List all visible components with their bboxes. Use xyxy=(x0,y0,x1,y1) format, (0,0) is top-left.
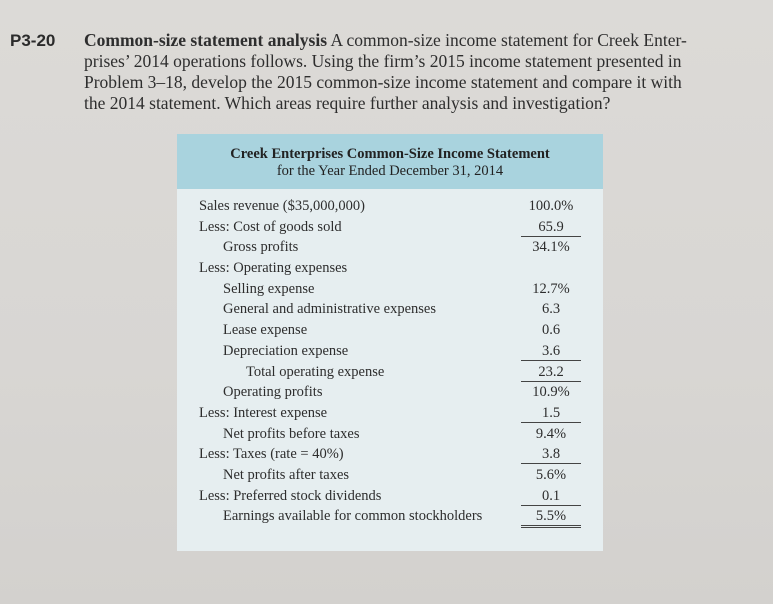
problem-line-4: the 2014 statement. Which areas require further analysis and investigation? xyxy=(84,93,611,113)
row-value: 34.1% xyxy=(532,239,570,256)
row-label: Depreciation expense xyxy=(223,342,349,359)
row-value: 0.6 xyxy=(541,322,561,339)
table-row xyxy=(177,237,603,258)
table-row xyxy=(177,382,603,403)
table-row xyxy=(177,444,603,465)
problem-line-3: Problem 3–18, develop the 2015 common-size income statement and compare it with xyxy=(84,72,682,92)
table-row xyxy=(177,341,603,362)
row-value: 6.3 xyxy=(541,301,561,318)
row-label: Less: Operating expenses xyxy=(199,260,348,277)
problem-line-2: prises’ 2014 operations follows. Using the firm’s 2015 income statement presented in xyxy=(84,51,682,71)
statement-header xyxy=(177,134,603,189)
row-value: 5.6% xyxy=(535,466,567,483)
row-value: 100.0% xyxy=(528,198,574,214)
problem-text xyxy=(84,30,754,114)
table-row xyxy=(177,424,603,445)
row-label: General and administrative expenses xyxy=(223,301,436,318)
row-label: Less: Taxes (rate = 40%) xyxy=(199,446,344,463)
problem-number: P3-20 xyxy=(10,31,56,50)
row-label: Lease expense xyxy=(223,322,308,339)
table-row xyxy=(177,299,603,320)
table-row xyxy=(177,217,603,238)
table-row xyxy=(177,506,603,527)
statement-subtitle: for the Year Ended December 31, 2014 xyxy=(276,163,504,179)
table-row xyxy=(177,465,603,486)
row-value: 1.5 xyxy=(521,405,581,423)
row-label: Net profits before taxes xyxy=(223,425,360,442)
row-value: 5.5% xyxy=(521,508,581,528)
row-value: 0.1 xyxy=(521,488,581,506)
row-label: Total operating expense xyxy=(246,363,385,380)
row-value: 10.9% xyxy=(532,384,570,401)
row-label: Operating profits xyxy=(223,384,323,401)
row-label: Less: Interest expense xyxy=(199,404,328,421)
row-label: Net profits after taxes xyxy=(223,466,350,483)
row-label: Less: Preferred stock dividends xyxy=(199,487,382,504)
problem-line-1: A common-size income statement for Creek Enter- xyxy=(330,30,687,50)
problem-title: Common-size statement analysis xyxy=(84,30,328,50)
row-label: Selling expense xyxy=(223,280,315,297)
statement-title: Creek Enterprises Common-Size Income Statement xyxy=(230,146,550,162)
income-statement-table xyxy=(177,134,603,551)
table-row xyxy=(177,403,603,424)
row-label: Sales revenue ($35,000,000) xyxy=(199,198,365,214)
table-row xyxy=(177,320,603,341)
statement-rows xyxy=(177,196,603,527)
row-value: 12.7% xyxy=(532,280,570,297)
table-row xyxy=(177,258,603,279)
row-value: 65.9 xyxy=(521,219,581,237)
row-value: 9.4% xyxy=(535,425,567,442)
table-row xyxy=(177,486,603,507)
row-label: Gross profits xyxy=(223,239,299,256)
table-row xyxy=(177,362,603,383)
row-value: 3.6 xyxy=(521,343,581,361)
row-label: Less: Cost of goods sold xyxy=(199,218,342,235)
table-row xyxy=(177,196,603,217)
row-value: 3.8 xyxy=(521,446,581,464)
row-label: Earnings available for common stockholders xyxy=(223,508,483,525)
table-row xyxy=(177,279,603,300)
row-value: 23.2 xyxy=(521,364,581,382)
